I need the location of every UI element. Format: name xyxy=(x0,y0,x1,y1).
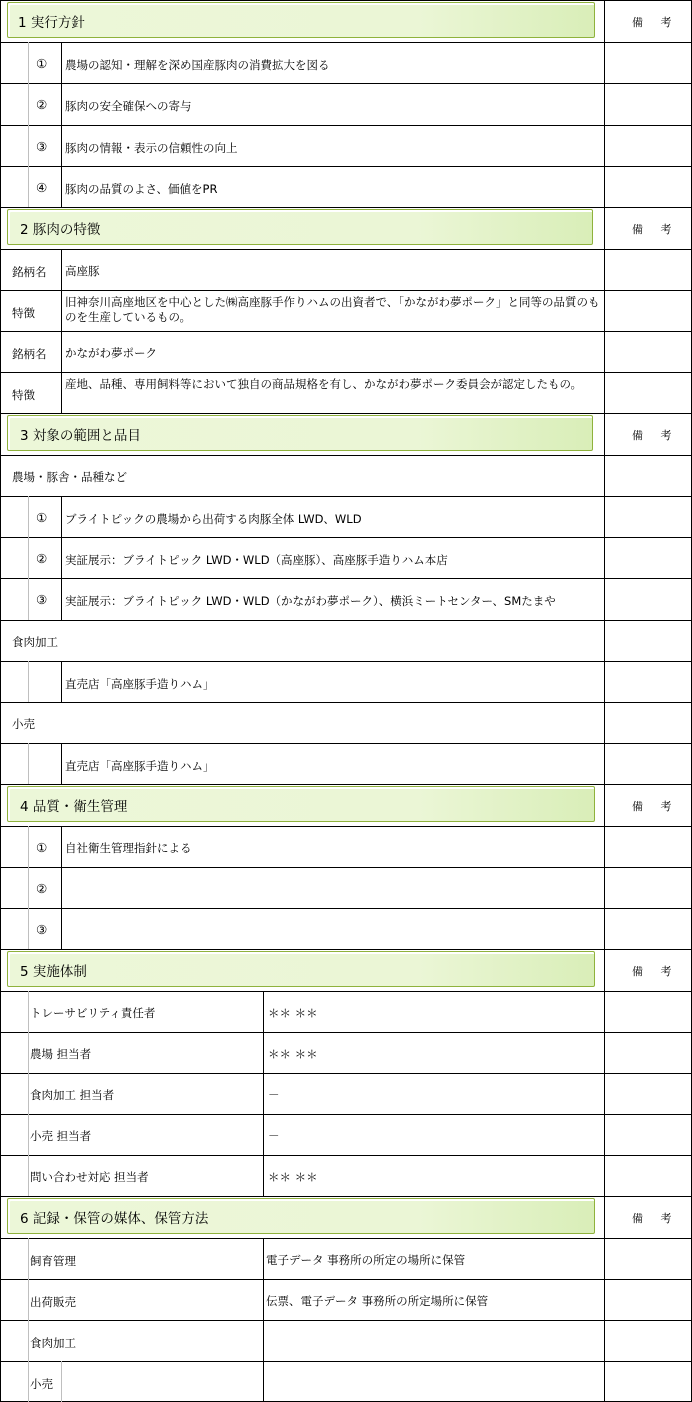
section-6-header xyxy=(0,1196,692,1238)
feature-label: 特徴 xyxy=(12,388,35,402)
grid-line xyxy=(61,661,62,702)
grid-line xyxy=(61,496,62,620)
grid-line xyxy=(0,125,692,126)
brand-label: 銘柄名 xyxy=(12,265,47,279)
hygiene-row xyxy=(0,908,692,949)
remarks-header: 備 考 xyxy=(632,429,679,442)
remarks-header: 備 考 xyxy=(632,800,679,813)
grid-line xyxy=(0,578,692,579)
section-title: 2 豚肉の特徴 xyxy=(20,222,101,238)
grid-line xyxy=(28,496,29,620)
item-text: 直売店「高座豚手造りハム」 xyxy=(65,759,215,773)
item-text: 豚肉の品質のよさ、価値をPR xyxy=(65,182,218,196)
scope-item-row xyxy=(0,578,692,620)
grid-line xyxy=(61,42,62,207)
grid-line xyxy=(0,826,692,827)
grid-line xyxy=(0,42,692,43)
staff-role: 問い合わせ対応 担当者 xyxy=(30,1170,149,1184)
grid-line xyxy=(0,207,692,208)
scope-item-row xyxy=(0,496,692,537)
item-number: ③ xyxy=(36,922,48,937)
brand-value: かながわ夢ポーク xyxy=(65,346,157,360)
item-number: ④ xyxy=(36,180,48,195)
scope-category-row xyxy=(0,702,692,743)
staff-name: ＊＊ ＊＊ xyxy=(268,1047,318,1061)
remarks-header: 備 考 xyxy=(632,1212,679,1225)
policy-row xyxy=(0,42,692,83)
section-3-header xyxy=(0,413,692,455)
remarks-header: 備 考 xyxy=(632,16,679,29)
grid-line xyxy=(0,1073,692,1074)
grid-line xyxy=(0,83,692,84)
item-text: 自社衛生管理指針による xyxy=(65,841,192,855)
grid-line xyxy=(0,867,692,868)
item-number: ② xyxy=(36,881,48,896)
feature-value: 旧神奈川高座地区を中心とした㈱高座豚手作りハムの出資者で、「かながわ夢ポーク」と同等の品質のものを生産しているもの。 xyxy=(65,295,600,324)
grid-line xyxy=(0,166,692,167)
record-row xyxy=(0,1320,692,1361)
category-label: 小売 xyxy=(12,717,35,731)
record-method: 伝票、電子データ 事務所の所定場所に保管 xyxy=(266,1294,489,1308)
grid-line xyxy=(0,537,692,538)
grid-line xyxy=(28,743,29,784)
section-title: 4 品質・衛生管理 xyxy=(20,799,128,815)
category-label: 食肉加工 xyxy=(12,635,58,649)
item-number: ② xyxy=(36,97,48,112)
scope-category-row xyxy=(0,620,692,661)
item-text: 実証展示：ブライトピック LWD・WLD（高座豚）、高座豚手造りハム本店 xyxy=(65,553,448,567)
grid-line xyxy=(0,661,692,662)
section-banner xyxy=(7,209,593,245)
grid-line xyxy=(0,1361,692,1362)
hygiene-row xyxy=(0,867,692,908)
staff-row xyxy=(0,991,692,1032)
grid-line xyxy=(28,1238,29,1402)
category-label: 農場・豚舎・品種など xyxy=(12,470,127,484)
record-method: 電子データ 事務所の所定の場所に保管 xyxy=(266,1253,466,1267)
record-type: 出荷販売 xyxy=(30,1295,76,1309)
section-title: 1 実行方針 xyxy=(18,15,85,31)
staff-row xyxy=(0,1073,692,1114)
staff-name: ＊＊ ＊＊ xyxy=(268,1006,318,1020)
grid-line xyxy=(0,290,692,291)
feature-row xyxy=(0,372,692,413)
item-number: ① xyxy=(36,840,48,855)
section-banner xyxy=(7,951,595,987)
grid-line xyxy=(0,413,692,414)
record-type: 飼育管理 xyxy=(30,1254,76,1268)
grid-line xyxy=(0,1114,692,1115)
grid-line xyxy=(0,908,692,909)
grid-line xyxy=(0,0,1,1402)
staff-name: ＊＊ ＊＊ xyxy=(268,1170,318,1184)
scope-category-row xyxy=(0,455,692,496)
staff-role: 食肉加工 担当者 xyxy=(30,1088,115,1102)
hygiene-row xyxy=(0,826,692,867)
feature-label: 特徴 xyxy=(12,306,35,320)
grid-line xyxy=(61,743,62,784)
grid-line xyxy=(0,372,692,373)
grid-line xyxy=(0,1155,692,1156)
grid-line xyxy=(0,1032,692,1033)
grid-line xyxy=(0,1279,692,1280)
policy-row xyxy=(0,83,692,125)
brand-label: 銘柄名 xyxy=(12,347,47,361)
brand-row xyxy=(0,249,692,290)
grid-line xyxy=(0,1320,692,1321)
staff-name: － xyxy=(268,1129,280,1143)
staff-role: 農場 担当者 xyxy=(30,1047,92,1061)
item-text: 実証展示：ブライトピック LWD・WLD（かながわ夢ポーク）、横浜ミートセンター、SMたまや xyxy=(65,594,556,608)
grid-line xyxy=(28,826,29,949)
section-banner xyxy=(7,415,593,451)
section-banner xyxy=(7,2,595,38)
grid-line xyxy=(0,991,692,992)
scope-item-row xyxy=(0,537,692,578)
section-1-header xyxy=(0,0,692,42)
grid-line xyxy=(0,1238,692,1239)
section-title: 3 対象の範囲と品目 xyxy=(20,428,141,444)
section-title: 6 記録・保管の媒体、保管方法 xyxy=(20,1211,209,1227)
grid-line xyxy=(28,42,29,207)
scope-item-row xyxy=(0,661,692,702)
grid-line xyxy=(28,991,29,1196)
brand-row xyxy=(0,331,692,372)
staff-row xyxy=(0,1032,692,1073)
staff-name: － xyxy=(268,1088,280,1102)
record-type: 食肉加工 xyxy=(30,1336,76,1350)
item-text: 直売店「高座豚手造りハム」 xyxy=(65,677,215,691)
grid-line xyxy=(604,0,605,1402)
item-text: 農場の認知・理解を深め国産豚肉の消費拡大を図る xyxy=(65,58,330,72)
grid-line xyxy=(263,991,264,1196)
record-row xyxy=(0,1279,692,1320)
grid-line xyxy=(263,1238,264,1402)
grid-line xyxy=(0,620,692,621)
section-banner xyxy=(7,786,595,822)
staff-row xyxy=(0,1155,692,1196)
item-number: ② xyxy=(36,551,48,566)
item-number: ③ xyxy=(36,592,48,607)
grid-line xyxy=(0,702,692,703)
item-text: 豚肉の情報・表示の信頼性の向上 xyxy=(65,141,238,155)
grid-line xyxy=(28,661,29,702)
section-5-header xyxy=(0,949,692,991)
remarks-header: 備 考 xyxy=(632,965,679,978)
grid-line xyxy=(61,826,62,949)
section-2-header xyxy=(0,207,692,249)
staff-role: 小売 担当者 xyxy=(30,1129,92,1143)
staff-role: トレーサビリティ責任者 xyxy=(30,1006,156,1020)
grid-line xyxy=(61,249,62,413)
grid-line xyxy=(61,1361,62,1402)
grid-line xyxy=(0,784,692,785)
remarks-header: 備 考 xyxy=(632,223,679,236)
record-row xyxy=(0,1361,692,1402)
section-4-header xyxy=(0,784,692,826)
item-number: ③ xyxy=(36,139,48,154)
grid-line xyxy=(0,1196,692,1197)
section-title: 5 実施体制 xyxy=(20,964,87,980)
record-row xyxy=(0,1238,692,1279)
grid-line xyxy=(0,249,692,250)
staff-row xyxy=(0,1114,692,1155)
grid-line xyxy=(0,743,692,744)
item-number: ① xyxy=(36,510,48,525)
feature-row xyxy=(0,290,692,331)
record-type: 小売 xyxy=(30,1377,53,1391)
section-banner xyxy=(7,1198,595,1234)
feature-value: 産地、品種、専用飼料等において独自の商品規格を有し、かながわ夢ポーク委員会が認定したもの。 xyxy=(65,377,583,391)
item-number: ① xyxy=(36,56,48,71)
policy-row xyxy=(0,125,692,166)
grid-line xyxy=(0,496,692,497)
item-text: ブライトピックの農場から出荷する肉豚全体 LWD、WLD xyxy=(65,512,362,526)
grid-line xyxy=(0,949,692,950)
policy-row xyxy=(0,166,692,207)
brand-value: 高座豚 xyxy=(65,264,100,278)
item-text: 豚肉の安全確保への寄与 xyxy=(65,99,192,113)
grid-line xyxy=(0,0,692,1)
grid-line xyxy=(0,331,692,332)
grid-line xyxy=(0,455,692,456)
scope-item-row xyxy=(0,743,692,784)
